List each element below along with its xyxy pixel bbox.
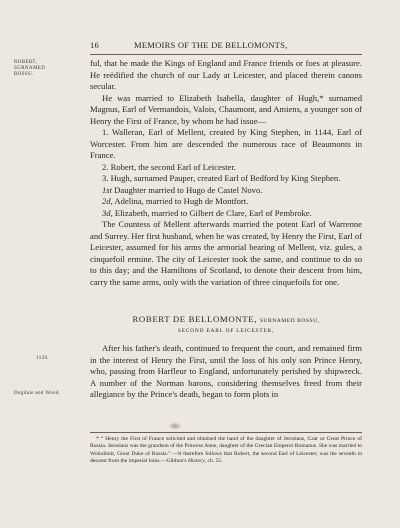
footnote-rule	[90, 432, 362, 433]
section-text	[90, 343, 362, 401]
issue-item-1: 1. Walleran, Earl of Mellent, created by King Stephen, in 1144, Earl of Worcester. From him are descended the numerous race of Beaumonts in France.	[90, 127, 362, 160]
page-number: 16	[90, 40, 99, 50]
section-heading: ROBERT DE BELLOMONTE, SURNAMED BOSSU,	[132, 314, 320, 324]
issue-daughter-1: 1st Daughter married to Hugo de Castel Novo.	[102, 184, 263, 195]
margin-note-year: 1120.	[36, 356, 50, 361]
main-text	[90, 58, 362, 288]
running-title: MEMOIRS OF THE DE BELLOMONTS,	[134, 40, 288, 50]
paper-stain	[168, 422, 182, 430]
paragraph-continuation: ful, that he made the Kings of England and France friends or foes at pleasure. He reëdified the church of our Lady at Leicester, and placed therein canons secular.	[90, 58, 362, 91]
header-rule	[90, 54, 362, 55]
margin-note-source: Dugdale and Wood.	[14, 391, 61, 396]
issue-item-3: 3. Hugh, surnamed Pauper, created Earl of Bedford by King Stephen.	[102, 173, 341, 183]
issue-item-2: 2. Robert, the second Earl of Leicester.	[102, 161, 236, 172]
section-subheading: SECOND EARL OF LEICESTER,	[177, 328, 275, 334]
issue-daughter-3: 3d, Elizabeth, married to Gilbert de Clare, Earl of Pembroke.	[102, 207, 312, 218]
footnote: * “ Henry the First of France solicited and obtained the hand of the daughter of Jeroslaus, Czar or Great Prince of Russia. Jeroslaus was the grandson of the Princess Anne, daughter of the Grecian Emperor Romanus. She was married to Wolodimir, Great Duke of Russia.” —It therefore follows that Robert, the second Earl of Leicester, was the seventh in descent from the imperial loins.—Gibbon's History, ch. 55.	[90, 436, 362, 465]
paragraph-marriage: He was married to Elizabeth Isabella, daughter of Hugh,* surnamed Magnus, Earl of Vermandois, Valois, Chaumont, and Amiens, a younger son of Henry the First of France, by whom he had issue—	[90, 92, 362, 126]
paragraph-countess: The Countess of Mellent afterwards married the potent Earl of Warrenne and Surrey. Her first husband, when he was created, by Henry the First, Earl of Leicester, assumed for his arms the armorial bearing of Mellent, viz. gules, a cinquefoil ermine. The city of Leicester took the same, and continue to do so to this day; and the Hamiltons of Scotland, to denote their descent from him, carry the same arms, only with the variation of three cinquefoils for one.	[90, 219, 362, 287]
issue-daughter-2: 2d, Adelina, married to Hugh de Montfort.	[102, 196, 249, 206]
paragraph-after-death: After his father's death, continued to frequent the court, and remained firm in the interest of Henry the First, until the loss of his only son Prince Henry, who, passing from Harfleur to England, unfortunately perished by shipwreck. A number of the Norman barons, considering themselves freed from their allegiance by the Prince's death, began to form plots in	[90, 343, 362, 399]
margin-note-robert-bossu: ROBERT, SURNAMED BOSSU.	[14, 60, 46, 77]
